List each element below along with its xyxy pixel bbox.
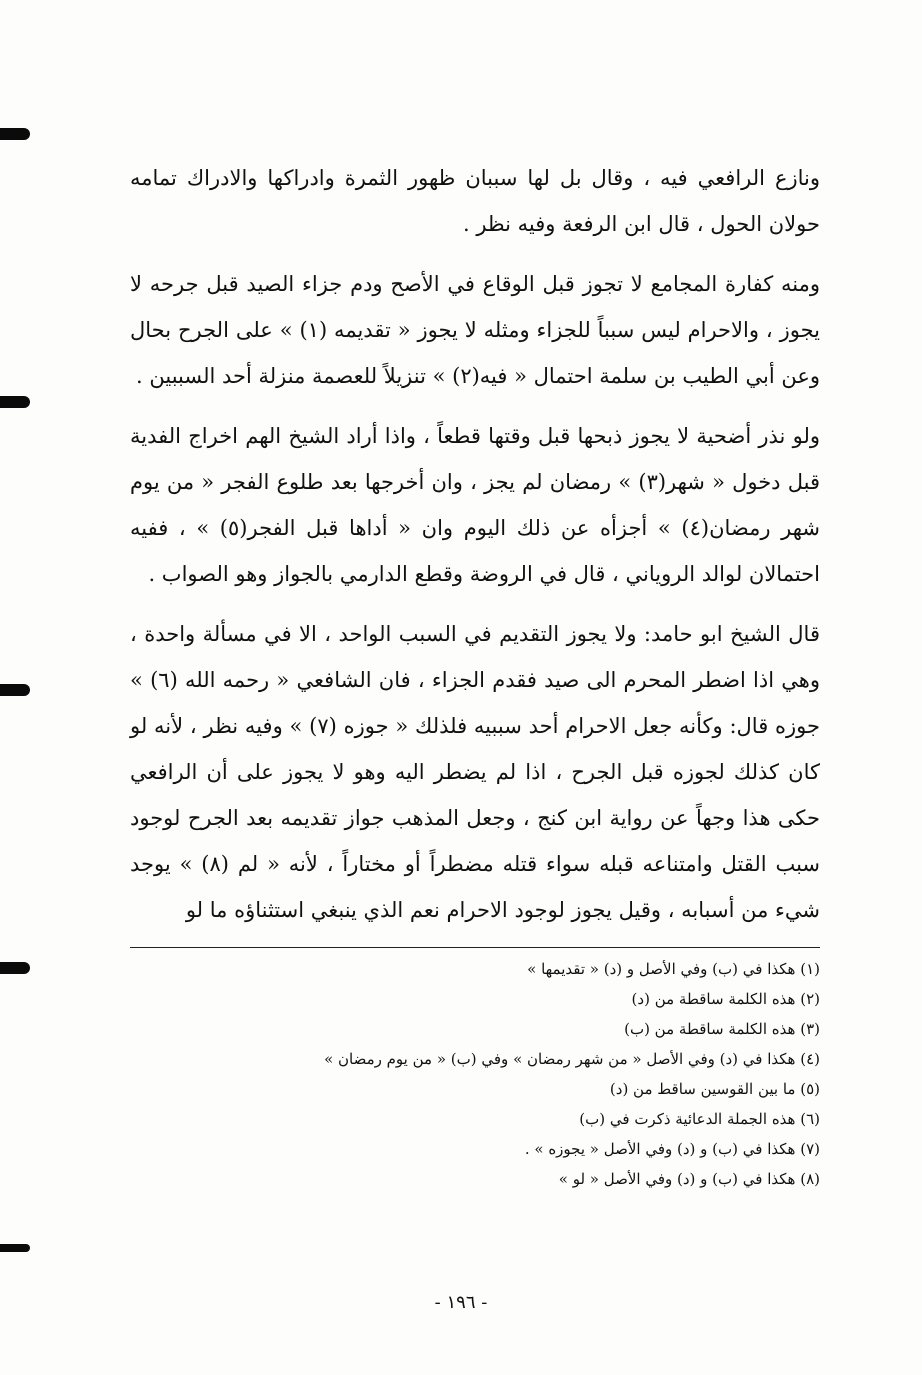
footnote: (٦) هذه الجملة الدعائية ذكرت في (ب) xyxy=(579,1110,820,1128)
footnote: (٣) هذه الكلمة ساقطة من (ب) xyxy=(624,1020,820,1038)
footnote: (٥) ما بين القوسين ساقط من (د) xyxy=(609,1080,820,1098)
footnote: (٤) هكذا في (د) وفي الأصل « من شهر رمضان » وفي (ب) « من يوم رمضان » xyxy=(324,1050,820,1068)
footnote-separator xyxy=(130,947,820,948)
footnote: (٨) هكذا في (ب) و (د) وفي الأصل « لو » xyxy=(558,1170,820,1188)
binding-mark xyxy=(0,684,30,696)
footnotes xyxy=(130,954,820,1194)
body-paragraph: ولو نذر أضحية لا يجوز ذبحها قبل وقتها قطعاً ، واذا أراد الشيخ الهم اخراج الفدية قبل دخول « شهر(٣) » رمضان لم يجز ، وان أخرجها بعد طلوع الفجر « من يوم شهر رمضان(٤) » أجزأه عن ذلك اليوم وان « أداها قبل الفجر(٥) » ، ففيه احتمالان لوالد الروياني ، قال في الروضة وقطع الدارمي بالجواز وهو الصواب . xyxy=(130,424,820,586)
body-paragraph: ومنه كفارة المجامع لا تجوز قبل الوقاع في الأصح ودم جزاء الصيد قبل جرحه لا يجوز ، والاحرام ليس سبباً للجزاء ومثله لا يجوز « تقديمه (١) » على الجرح بحال وعن أبي الطيب بن سلمة احتمال « فيه(٢) » تنزيلاً للعصمة منزلة أحد السببين . xyxy=(130,272,820,388)
page-content xyxy=(130,155,820,1194)
footnote: (١) هكذا في (ب) وفي الأصل و (د) « تقديمها » xyxy=(527,960,820,978)
page-number: - ١٩٦ - xyxy=(434,1292,488,1313)
binding-mark xyxy=(0,396,30,408)
binding-mark xyxy=(0,1244,30,1252)
binding-mark xyxy=(0,128,30,140)
footnote: (٧) هكذا في (ب) و (د) وفي الأصل « يجوزه » . xyxy=(524,1140,820,1158)
body-paragraph: ونازع الرافعي فيه ، وقال بل لها سببان ظهور الثمرة وادراكها والادراك تمامه حولان الحول ، قال ابن الرفعة وفيه نظر . xyxy=(130,166,820,236)
body-paragraph: قال الشيخ ابو حامد: ولا يجوز التقديم في السبب الواحد ، الا في مسألة واحدة ، وهي اذا اضطر المحرم الى صيد فقدم الجزاء ، فان الشافعي « رحمه الله (٦) » جوزه قال: وكأنه جعل الاحرام أحد سببيه فلذلك « جوزه (٧) » وفيه نظر ، لأنه لو كان كذلك لجوزه قبل الجرح ، اذا لم يضطر اليه وهو لا يجوز على أن الرافعي حكى هذا وجهاً عن رواية ابن كنج ، وجعل المذهب جواز تقديمه بعد الجرح لوجود سبب القتل وامتناعه قبله سواء قتله مضطراً أو مختاراً ، لأنه « لم (٨) » يوجد شيء من أسبابه ، وقيل يجوز لوجود الاحرام نعم الذي ينبغي استثناؤه ما لو xyxy=(130,622,820,922)
binding-mark xyxy=(0,962,30,974)
footnote: (٢) هذه الكلمة ساقطة من (د) xyxy=(631,990,820,1008)
